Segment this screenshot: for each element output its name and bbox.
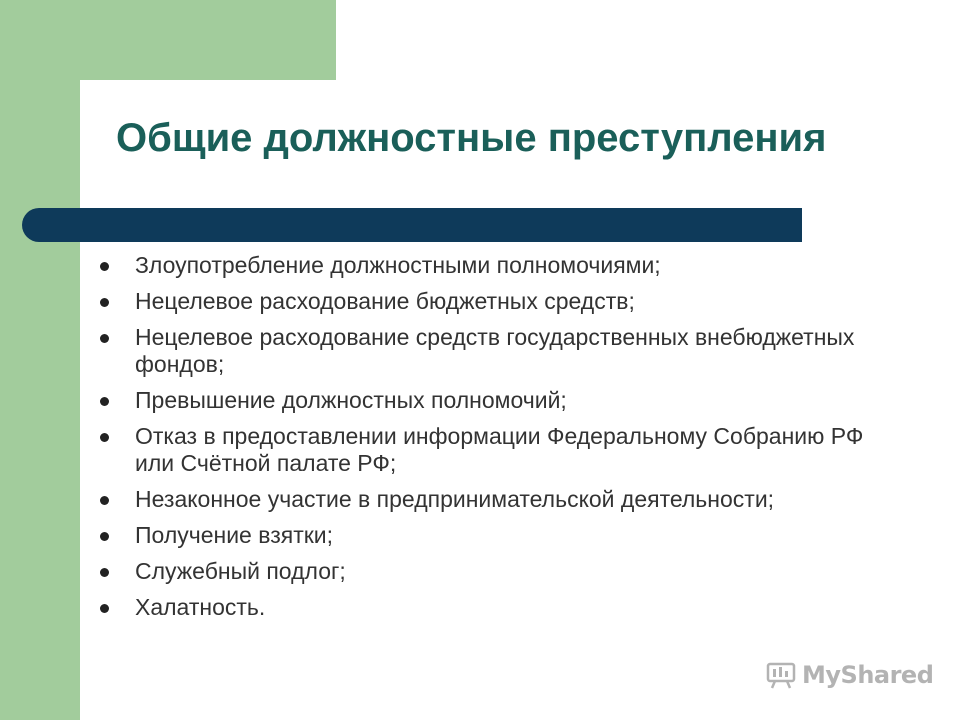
bullet-dot-icon [100,568,109,577]
bullet-item [100,288,900,315]
bullet-item [100,486,900,513]
bullet-dot-icon [100,298,109,307]
slide-title: Общие должностные преступления [116,116,827,160]
bullet-text: Отказ в предоставлении информации Федеральному Собранию РФ или Счётной палате РФ; [135,423,864,476]
bullet-item [100,594,900,621]
bullet-text: Незаконное участие в предпринимательской деятельности; [135,486,775,512]
bullet-text: Служебный подлог; [135,558,346,584]
bullet-item [100,324,900,378]
bullet-dot-icon [100,334,109,343]
bullet-dot-icon [100,262,109,271]
bullet-list [100,252,900,630]
bullet-text: Превышение должностных полномочий; [135,387,567,413]
bullet-dot-icon [100,496,109,505]
bullet-dot-icon [100,604,109,613]
bullet-text: Халатность. [135,594,266,620]
bullet-item [100,522,900,549]
bullet-text: Получение взятки; [135,522,334,548]
bullet-item [100,558,900,585]
bullet-text: Нецелевое расходование бюджетных средств; [135,288,635,314]
myshared-watermark[interactable] [766,660,933,690]
bullet-item [100,252,900,279]
bullet-dot-icon [100,397,109,406]
bullet-text: Злоупотребление должностными полномочиями; [135,252,661,278]
bullet-item [100,423,900,477]
watermark-brand-text: MyShared [802,661,934,689]
decor-green-stripe [0,0,80,720]
title-divider-bar [22,208,802,242]
bullet-dot-icon [100,433,109,442]
bullet-text: Нецелевое расходование средств государственных внебюджетных фондов; [135,324,855,377]
presentation-board-icon [766,661,796,689]
bullet-dot-icon [100,532,109,541]
bullet-item [100,387,900,414]
